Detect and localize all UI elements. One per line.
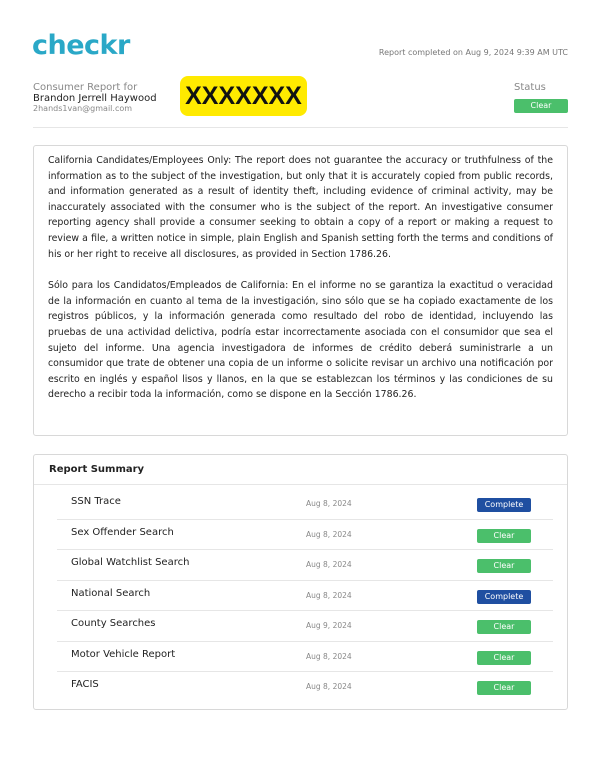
screening-date: Aug 8, 2024 (306, 682, 352, 691)
consumer-name: Brandon Jerrell Haywood (33, 93, 157, 104)
status-badge: Clear (477, 559, 531, 573)
screening-date: Aug 8, 2024 (306, 560, 352, 569)
table-row[interactable] (57, 672, 553, 703)
screening-date: Aug 8, 2024 (306, 590, 352, 600)
screening-date: Aug 8, 2024 (306, 499, 352, 508)
report-summary (33, 454, 568, 710)
table-row[interactable] (57, 489, 553, 520)
notice-spanish: Sólo para los Candidatos/Empleados de California: En el informe no se garantiza la exactitud o veracidad de la información en cuanto al tema de la investigación, sino sólo que se ha copiado exactamente de los registros públicos, y la información generada como resultado del robo de identidad, incluyendo las pruebas de una actividad delictiva, podría estar incorrectamente asociada con el consumidor que sea el sujeto del informe. Una agencia investigadora de informes de crédito deberá suministrarle a un consumidor que trate de obtener una copia de un informe o solicite revisar un archivo una notificación por escrito en inglés y español lisos y llanos, en la que se establezcan los términos y las condiciones de su derecho a recibir toda la información, como se dispone en la Sección 1786.26. (48, 280, 553, 401)
screening-name: Motor Vehicle Report (71, 648, 176, 660)
screening-name: National Search (71, 587, 151, 599)
table-row[interactable] (57, 581, 553, 612)
header-divider (33, 127, 568, 128)
consumer-report-label: Consumer Report for (33, 82, 138, 93)
report-completed-date: Report completed on Aug 9, 2024 9:39 AM UTC (378, 48, 568, 57)
table-row[interactable] (57, 520, 553, 551)
checkr-logo: checkr (32, 30, 130, 61)
status-badge: Complete (477, 498, 531, 512)
consumer-info (33, 83, 157, 113)
screening-date: Aug 8, 2024 (306, 651, 352, 661)
screening-date: Aug 9, 2024 (306, 621, 352, 630)
status-badge: Clear (514, 99, 568, 113)
notice-english: California Candidates/Employees Only: The report does not guarantee the accuracy or truthfulness of the information as to the subject of the investigation, but only that it is accurately copied from public records, and information generated as a result of identity theft, including evidence of criminal activity, may be inaccurately associated with the consumer who is the subject of the report. An investigative consumer reporting agency shall provide a consumer seeking to obtain a copy of a report or making a request to review a file, a written notice in simple, plain English and Spanish setting forth the terms and conditions of his or her right to receive all disclosures, as provided in Section 1786.26. (48, 155, 553, 260)
status-badge: Clear (477, 651, 531, 665)
consumer-email: 2hands1van@gmail.com (33, 104, 133, 113)
status-badge: Clear (477, 620, 531, 634)
redaction-box: XXXXXXX (180, 76, 307, 116)
status-block (514, 82, 568, 113)
table-row[interactable] (57, 550, 553, 581)
screening-name: Sex Offender Search (71, 526, 174, 538)
report-summary-title: Report Summary (49, 464, 145, 475)
table-row[interactable] (57, 611, 553, 642)
status-badge: Complete (477, 590, 531, 604)
screening-name: FACIS (71, 679, 99, 690)
california-notice (33, 145, 568, 436)
status-badge: Clear (477, 681, 531, 695)
screening-date: Aug 8, 2024 (306, 529, 352, 539)
table-row[interactable] (57, 642, 553, 673)
status-label: Status (514, 82, 546, 93)
screening-name: Global Watchlist Search (71, 557, 190, 568)
screening-name: County Searches (71, 618, 156, 629)
summary-title-divider (34, 484, 567, 485)
screening-name: SSN Trace (71, 496, 121, 507)
status-badge: Clear (477, 529, 531, 543)
